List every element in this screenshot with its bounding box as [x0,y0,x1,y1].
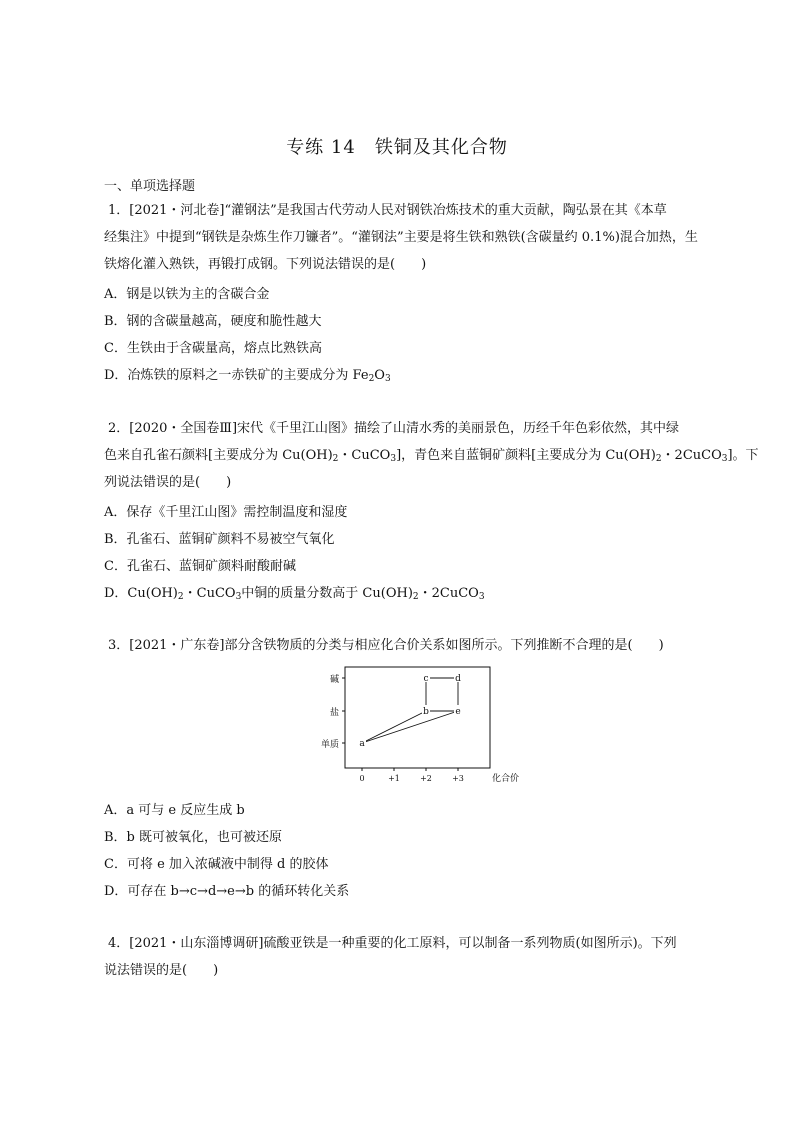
q2-line-2-text: ・CuCO [338,448,391,463]
link-a-e [362,711,458,743]
x-axis-label: 化合价 [492,774,520,784]
q2-option-a[interactable]: A．保存《千里江山图》需控制温度和湿度 [104,505,348,520]
subscript: 2 [177,592,184,602]
subscript: 2 [655,454,662,464]
q1-line-2: 经集注》中提到“钢铁是杂炼生作刀镰者”。“灌钢法”主要是将生铁和熟铁(含碳量约 0.1%)混合加热，生 [104,230,698,245]
q1-line-3: 铁熔化灌入熟铁，再锻打成钢。下列说法错误的是( ) [104,257,427,272]
q2-line-1: 2．[2020・全国卷Ⅲ]宋代《千里江山图》描绘了山清水秀的美丽景色，历经千年色彩依然，其中绿 [108,421,680,436]
q2-line-2 [104,447,759,468]
q1-option-a[interactable]: A．钢是以铁为主的含碳合金 [104,287,270,302]
q1-option-d-text: D．冶炼铁的原料之一赤铁矿的主要成分为 Fe [104,368,369,383]
y-tick-label: 单质 [320,740,339,750]
q2-line-2-text: ]。下 [727,448,759,463]
q3-line-1: 3．[2021・广东卷]部分含铁物质的分类与相应化合价关系如图所示。下列推断不合理的是( ) [108,638,664,653]
q1-option-b[interactable]: B．钢的含碳量越高，硬度和脆性越大 [104,314,322,329]
page-title: 专练 14 铁铜及其化合物 [286,137,508,158]
iron-valence-chart [320,663,520,785]
q2-option-d-text: D．Cu(OH) [104,586,178,601]
section-heading: 一、单项选择题 [104,179,196,194]
subscript: 3 [721,454,728,464]
q4-line-2: 说法错误的是( ) [104,963,219,978]
q2-line-2-text: ・2CuCO [661,448,722,463]
q2-line-3: 列说法错误的是( ) [104,475,232,490]
subscript: 3 [384,374,391,384]
point-label-d: d [455,674,461,684]
x-tick-label: +1 [388,774,400,783]
q3-option-b[interactable]: B．b 既可被氧化，也可被还原 [104,830,283,845]
point-label-e: e [455,707,461,717]
q1-option-d-text: O [374,368,385,383]
point-label-a: a [359,739,365,749]
subscript: 2 [368,374,375,384]
x-tick-label: +3 [452,774,464,783]
q2-option-d[interactable] [104,582,485,602]
q2-option-d-text: ・CuCO [183,586,236,601]
q4-line-1: 4．[2021・山东淄博调研]硫酸亚铁是一种重要的化工原料，可以制备一系列物质(如图所示)。下列 [108,936,677,951]
q2-line-2-text: 色来自孔雀石颜料[主要成分为 Cu(OH) [104,448,333,463]
subscript: 3 [478,592,485,602]
subscript: 2 [412,592,419,602]
q3-option-d[interactable]: D．可存在 b→c→d→e→b 的循环转化关系 [104,884,350,899]
q1-line-1: 1．[2021・河北卷]“灌钢法”是我国古代劳动人民对钢铁冶炼技术的重大贡献，陶弘景在其《本草 [108,203,667,218]
q2-option-b[interactable]: B．孔雀石、蓝铜矿颜料不易被空气氧化 [104,532,335,547]
q2-option-c[interactable]: C．孔雀石、蓝铜矿颜料耐酸耐碱 [104,559,296,574]
point-label-b: b [423,707,429,717]
q3-option-a[interactable]: A．a 可与 e 反应生成 b [104,803,245,818]
x-tick-label: +2 [420,774,432,783]
subscript: 3 [235,592,242,602]
q1-option-d[interactable] [104,364,391,384]
chart-frame [345,667,490,768]
x-tick-label: 0 [359,774,365,783]
link-a-b [362,711,426,743]
q1-option-c[interactable]: C．生铁由于含碳量高，熔点比熟铁高 [104,341,322,356]
subscript: 2 [332,454,339,464]
point-label-c: c [423,674,429,684]
q2-option-d-text: 中铜的质量分数高于 Cu(OH) [241,586,413,601]
y-tick-label: 碱 [329,675,339,685]
subscript: 3 [390,454,397,464]
y-tick-label: 盐 [329,708,339,718]
q2-option-d-text: ・2CuCO [418,586,479,601]
q3-option-c[interactable]: C．可将 e 加入浓碱液中制得 d 的胶体 [104,857,329,872]
q2-line-2-text: ]，青色来自蓝铜矿颜料[主要成分为 Cu(OH) [396,448,656,463]
